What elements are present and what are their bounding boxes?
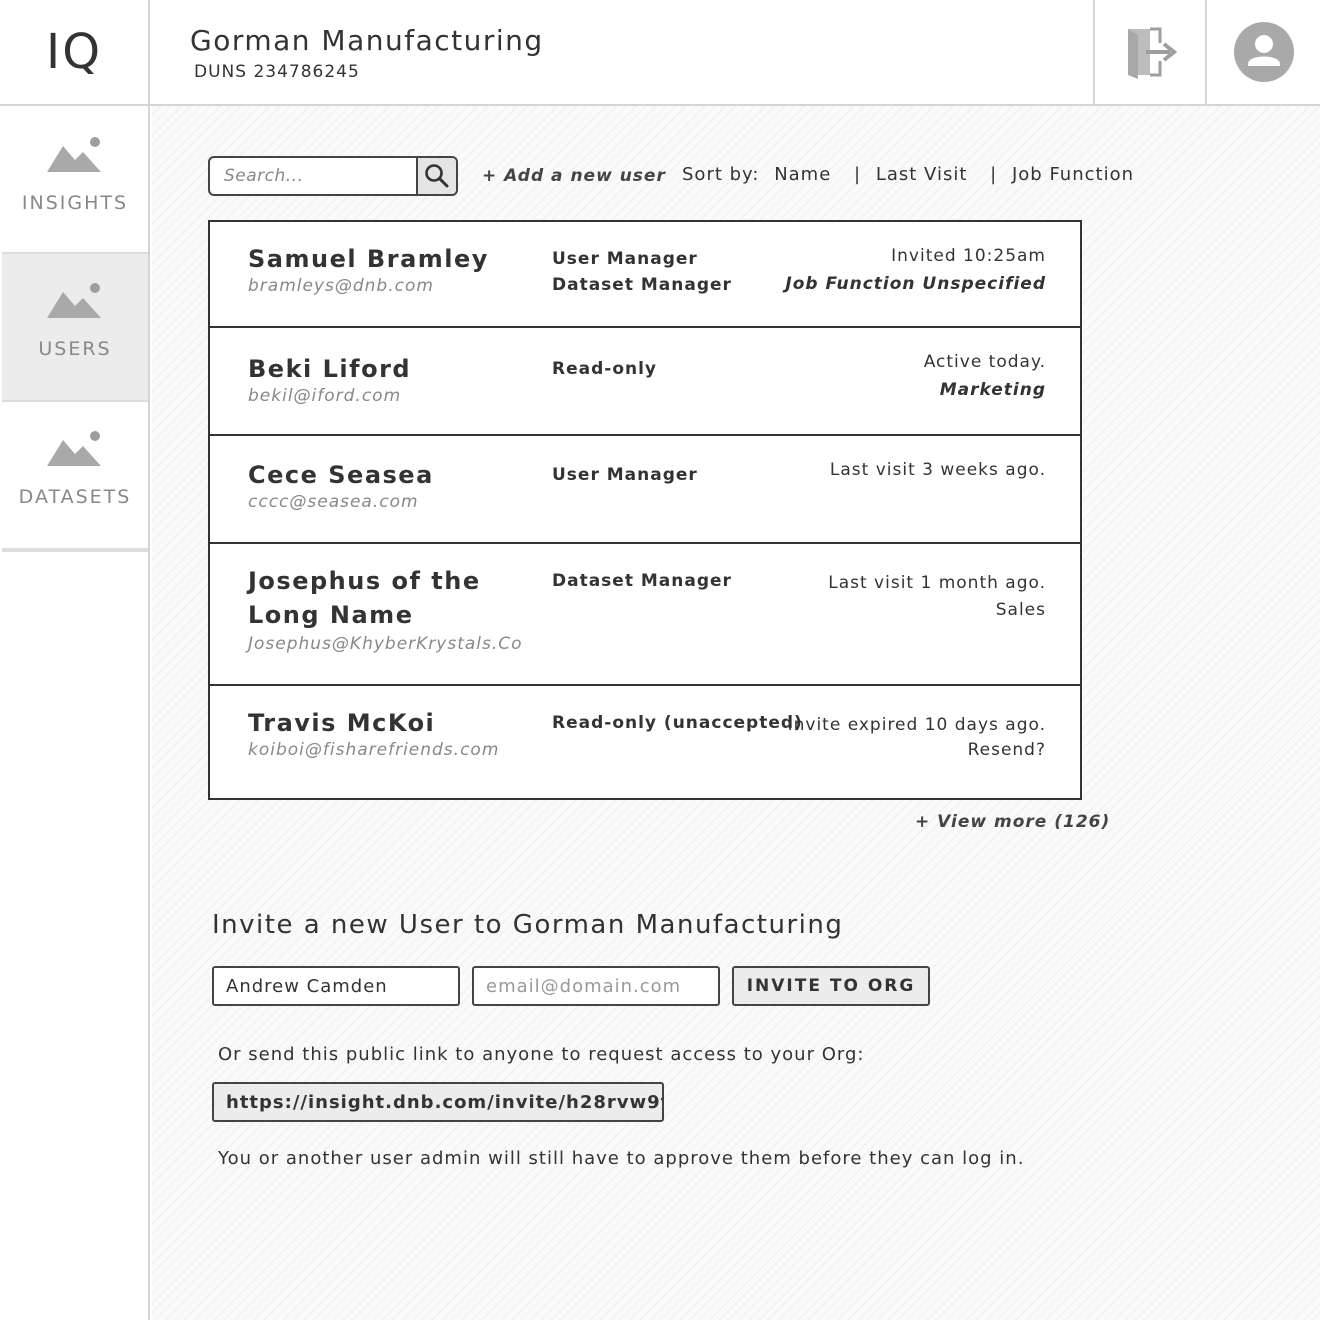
sidebar-item-label: DATASETS — [18, 486, 132, 508]
main-content — [152, 106, 1320, 1320]
sort-bar — [682, 164, 1142, 185]
profile-button[interactable] — [1205, 0, 1320, 104]
invite-name-field[interactable] — [212, 966, 460, 1006]
user-row[interactable] — [210, 222, 1080, 328]
sidebar-item-label: USERS — [38, 338, 112, 360]
user-row[interactable] — [210, 436, 1080, 544]
logout-icon — [1124, 25, 1178, 79]
user-email: Josephus@KhyberKrystals.Co — [248, 634, 523, 654]
user-name[interactable]: Samuel Bramley — [248, 245, 489, 273]
user-name[interactable]: Beki Liford — [248, 355, 412, 383]
duns-number: DUNS 234786245 — [194, 62, 360, 82]
view-more-link[interactable]: + View more (126) — [915, 812, 1111, 832]
user-role: Dataset Manager — [552, 571, 732, 591]
user-role: User Manager — [552, 249, 698, 269]
user-email: bramleys@dnb.com — [248, 276, 434, 296]
user-status: Invite expired 10 days ago. — [787, 715, 1046, 735]
user-job-function: Marketing — [939, 380, 1046, 400]
sidebar-item-datasets[interactable] — [2, 402, 148, 548]
user-list — [208, 220, 1082, 800]
user-status: Last visit 1 month ago. — [828, 573, 1046, 593]
resend-link[interactable]: Resend? — [967, 740, 1046, 760]
search-input[interactable] — [210, 158, 416, 194]
user-status: Invited 10:25am — [891, 246, 1046, 266]
sort-option-name[interactable]: Name — [774, 164, 832, 185]
user-role: Read-only (unaccepted) — [552, 713, 803, 733]
divider — [2, 548, 148, 552]
invite-to-org-button[interactable]: INVITE TO ORG — [732, 966, 930, 1006]
user-job-function: Sales — [995, 600, 1046, 620]
image-icon — [47, 136, 103, 174]
image-icon — [47, 430, 103, 468]
sort-separator: | — [854, 164, 862, 185]
user-email: cccc@seasea.com — [248, 492, 419, 512]
sort-option-last-visit[interactable]: Last Visit — [875, 164, 968, 185]
image-icon — [47, 282, 103, 320]
sidebar — [0, 106, 150, 1320]
invite-email-field[interactable] — [472, 966, 720, 1006]
user-status: Last visit 3 weeks ago. — [829, 460, 1046, 480]
public-link-intro: Or send this public link to anyone to request access to your Org: — [218, 1044, 865, 1065]
sort-label: Sort by: — [682, 164, 760, 185]
search-icon — [424, 163, 450, 189]
logout-button[interactable] — [1093, 0, 1206, 104]
search-button[interactable] — [416, 158, 456, 194]
sort-option-job-function[interactable]: Job Function — [1011, 164, 1134, 185]
user-role: User Manager — [552, 465, 698, 485]
header — [150, 0, 1320, 106]
sidebar-item-label: INSIGHTS — [21, 192, 129, 214]
app-logo[interactable]: IQ — [0, 0, 150, 106]
user-status: Active today. — [923, 352, 1046, 372]
user-name[interactable]: Cece Seasea — [248, 461, 434, 489]
user-row[interactable] — [210, 544, 1080, 686]
user-email: bekil@iford.com — [248, 386, 402, 406]
user-row[interactable] — [210, 686, 1080, 798]
invite-title: Invite a new User to Gorman Manufacturing — [212, 910, 844, 940]
user-job-function: Job Function Unspecified — [785, 274, 1046, 294]
sort-separator: | — [990, 164, 998, 185]
approval-note: You or another user admin will still have to approve them before they can log in. — [218, 1148, 1025, 1169]
user-email: koiboi@fisharefriends.com — [248, 740, 500, 760]
public-invite-link-field[interactable] — [212, 1082, 664, 1122]
user-name[interactable]: Josephus of the Long Name — [248, 567, 481, 629]
user-name[interactable]: Travis McKoi — [248, 709, 436, 737]
sidebar-item-users[interactable] — [2, 254, 148, 400]
user-row[interactable] — [210, 328, 1080, 436]
avatar-icon — [1233, 21, 1295, 83]
user-role: Dataset Manager — [552, 275, 732, 295]
search-box — [208, 156, 458, 196]
sidebar-item-insights[interactable] — [2, 108, 148, 254]
org-name: Gorman Manufacturing — [190, 24, 544, 57]
user-role: Read-only — [552, 359, 658, 379]
add-user-link[interactable]: + Add a new user — [482, 166, 666, 186]
